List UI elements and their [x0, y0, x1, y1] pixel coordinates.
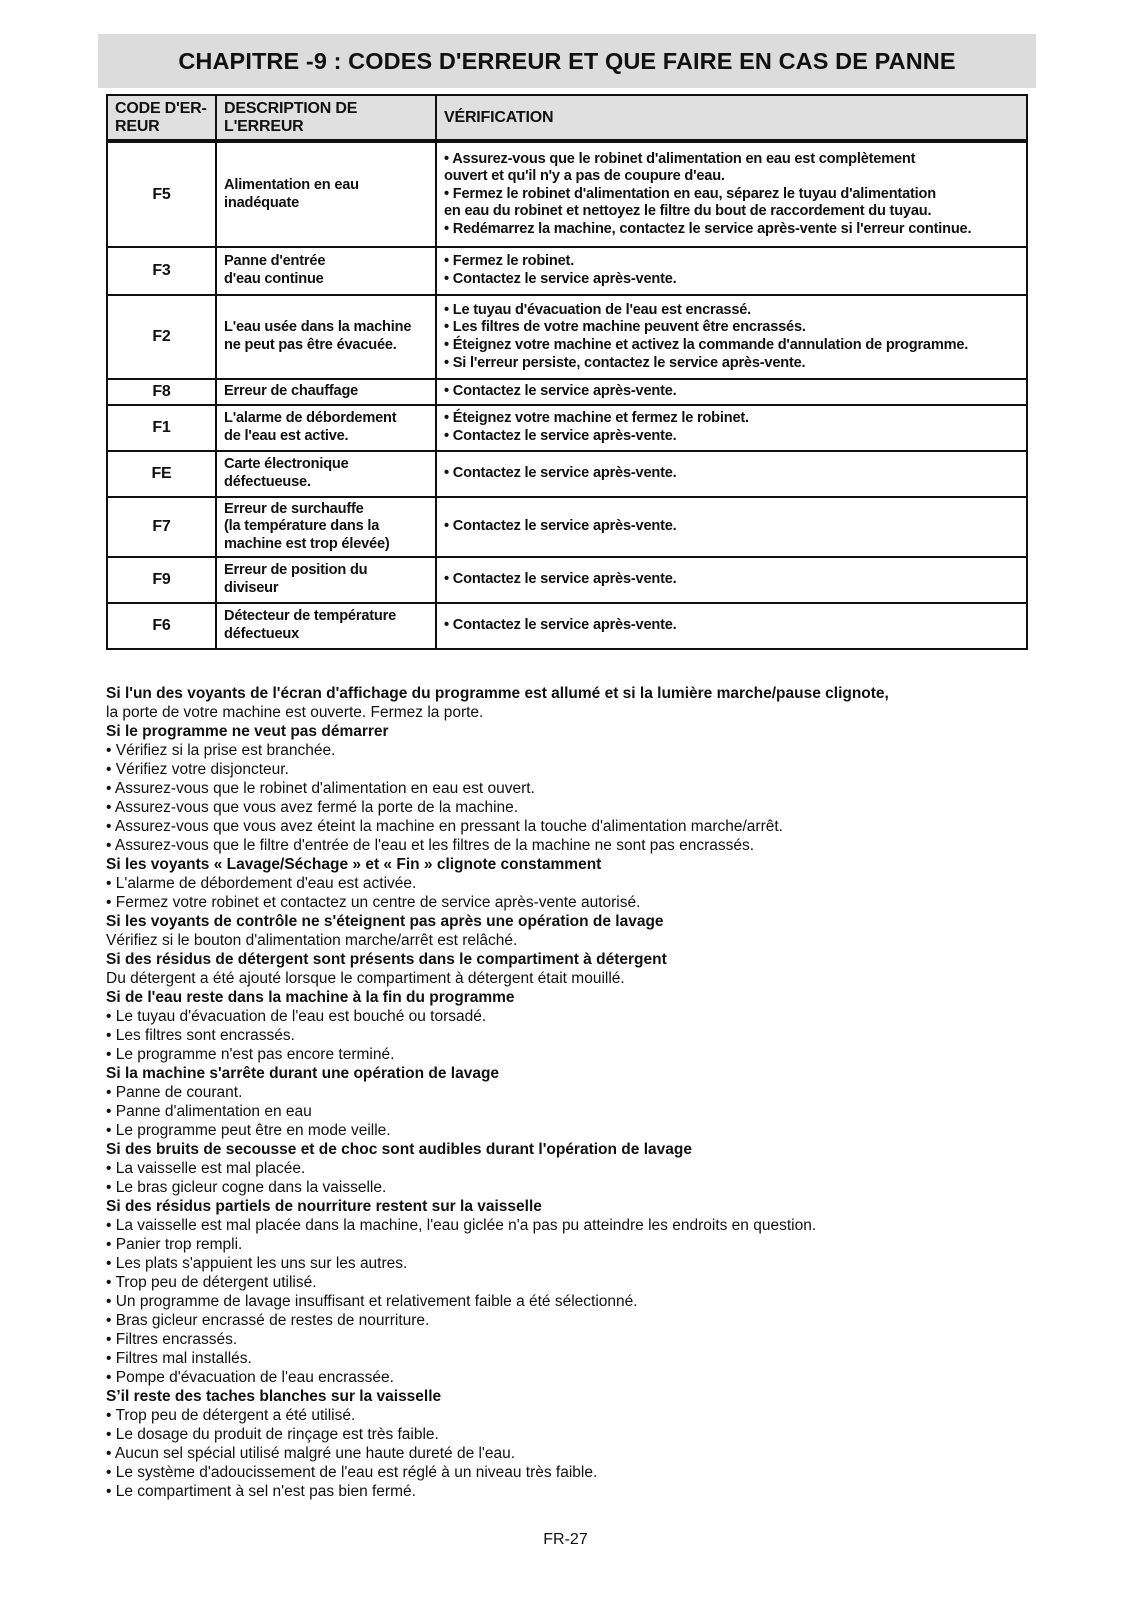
section-heading: Si des résidus partiels de nourriture restent sur la vaisselle	[106, 1198, 542, 1215]
error-description	[216, 379, 436, 405]
error-description	[216, 295, 436, 379]
description-line: (la température dans la	[224, 518, 380, 535]
verification-line: • Redémarrez la machine, contactez le service après-vente si l'erreur continue.	[444, 220, 972, 237]
verification-line: • Éteignez votre machine et activez la commande d'annulation de programme.	[444, 337, 969, 353]
description-line: Erreur de chauffage	[224, 383, 359, 400]
error-code: F7	[107, 497, 216, 557]
section-line: • Fermez votre robinet et contactez un centre de service après-vente autorisé.	[106, 894, 641, 911]
error-code: F5	[107, 141, 216, 247]
section-line: • Le programme n'est pas encore terminé.	[106, 1046, 395, 1063]
verification-line: ouvert et qu'il n'y a pas de coupure d'eau.	[444, 168, 725, 185]
section-line: • La vaisselle est mal placée.	[106, 1160, 306, 1177]
table-row	[107, 451, 1027, 497]
section-line: • Assurez-vous que le robinet d'alimentation en eau est ouvert.	[106, 780, 535, 797]
section-heading: Si de l'eau reste dans la machine à la fin du programme	[106, 989, 515, 1006]
description-line: machine est trop élevée)	[224, 535, 390, 552]
section-line: la porte de votre machine est ouverte. Fermez la porte.	[106, 704, 484, 721]
error-verification	[436, 603, 1027, 649]
section-line: • Panne de courant.	[106, 1084, 243, 1101]
section-line: • Un programme de lavage insuffisant et relativement faible a été sélectionné.	[106, 1293, 638, 1310]
error-verification	[436, 141, 1027, 247]
section-line: • La vaisselle est mal placée dans la machine, l'eau giclée n'a pas pu atteindre les endroits en question.	[106, 1217, 817, 1234]
verification-line: • Fermez le robinet d'alimentation en eau, séparez le tuyau d'alimentation	[444, 185, 936, 202]
chapter-title: CHAPITRE -9 : CODES D'ERREUR ET QUE FAIRE EN CAS DE PANNE	[178, 47, 956, 74]
error-verification	[436, 497, 1027, 557]
section-line: Du détergent a été ajouté lorsque le compartiment à détergent était mouillé.	[106, 970, 625, 987]
verification-line: en eau du robinet et nettoyez le filtre du bout de raccordement du tuyau.	[444, 203, 932, 220]
verification-line: • Contactez le service après-vente.	[444, 518, 677, 535]
verification-line: • Le tuyau d'évacuation de l'eau est encrassé.	[444, 301, 752, 318]
section-line: • Les plats s'appuient les uns sur les autres.	[106, 1255, 408, 1272]
error-description	[216, 603, 436, 649]
section-line: • Vérifiez votre disjoncteur.	[106, 761, 289, 778]
section-line: • Bras gicleur encrassé de restes de nourriture.	[106, 1312, 430, 1329]
error-code: F8	[107, 379, 216, 405]
section-heading: S’il reste des taches blanches sur la vaisselle	[106, 1388, 442, 1405]
section-line: • Assurez-vous que vous avez éteint la machine en pressant la touche d'alimentation marche/arrêt.	[106, 818, 783, 835]
description-line: L'eau usée dans la machine	[224, 319, 412, 336]
description-line: Carte électronique	[224, 456, 349, 473]
error-code: FE	[107, 451, 216, 497]
error-description	[216, 497, 436, 557]
verification-line: • Éteignez votre machine et fermez le robinet.	[444, 410, 749, 427]
verification-line: • Contactez le service après-vente.	[444, 571, 677, 588]
error-description	[216, 557, 436, 603]
error-verification	[436, 295, 1027, 379]
error-code: F1	[107, 405, 216, 451]
description-line: L'alarme de débordement	[224, 410, 397, 427]
description-line: de l'eau est active.	[224, 428, 349, 444]
header-description: DESCRIPTION DE L'ERREUR	[216, 95, 436, 141]
section-line: • Assurez-vous que le filtre d'entrée de l'eau et les filtres de la machine ne sont pas encrassés.	[106, 837, 755, 854]
section-heading: Si les voyants « Lavage/Séchage » et « Fin » clignote constamment	[106, 856, 602, 873]
section-line: • Trop peu de détergent utilisé.	[106, 1274, 317, 1291]
section-heading: Si le programme ne veut pas démarrer	[106, 723, 389, 740]
section-line: • Filtres mal installés.	[106, 1350, 252, 1367]
error-verification	[436, 379, 1027, 405]
troubleshooting-text	[106, 684, 1036, 1501]
section-line: • Panne d'alimentation en eau	[106, 1103, 312, 1120]
error-verification	[436, 247, 1027, 295]
section-heading: Si la machine s'arrête durant une opération de lavage	[106, 1065, 500, 1082]
section-line: • Trop peu de détergent a été utilisé.	[106, 1407, 356, 1424]
description-line: ne peut pas être évacuée.	[224, 337, 397, 353]
verification-line: • Contactez le service après-vente.	[444, 465, 677, 482]
section-line: • Le compartiment à sel n'est pas bien fermé.	[106, 1483, 416, 1500]
verification-line: • Assurez-vous que le robinet d'alimentation en eau est complètement	[444, 150, 916, 167]
description-line: diviseur	[224, 580, 279, 596]
section-line: • Aucun sel spécial utilisé malgré une haute dureté de l'eau.	[106, 1445, 516, 1462]
error-codes-table	[106, 94, 1028, 650]
header-verification: VÉRIFICATION	[436, 95, 1027, 141]
table-row	[107, 603, 1027, 649]
error-code: F2	[107, 295, 216, 379]
section-line: • Le tuyau d'évacuation de l'eau est bouché ou torsadé.	[106, 1008, 487, 1025]
section-heading: Si des bruits de secousse et de choc sont audibles durant l'opération de lavage	[106, 1141, 692, 1158]
error-description	[216, 141, 436, 247]
description-line: Panne d'entrée	[224, 253, 326, 270]
section-line: • Pompe d'évacuation de l'eau encrassée.	[106, 1369, 394, 1386]
section-line: • Vérifiez si la prise est branchée.	[106, 742, 336, 759]
section-line: • L'alarme de débordement d'eau est activée.	[106, 875, 417, 892]
table-row	[107, 247, 1027, 295]
description-line: Erreur de position du	[224, 562, 368, 579]
error-description	[216, 405, 436, 451]
section-heading: Si l'un des voyants de l'écran d'affichage du programme est allumé et si la lumière marche/pause clignote,	[106, 685, 889, 702]
section-line: • Le système d'adoucissement de l'eau est réglé à un niveau très faible.	[106, 1464, 598, 1481]
table-header-row	[107, 95, 1027, 141]
error-verification	[436, 557, 1027, 603]
verification-line: • Les filtres de votre machine peuvent être encrassés.	[444, 319, 806, 336]
description-line: inadéquate	[224, 194, 300, 211]
section-line: • Le dosage du produit de rinçage est très faible.	[106, 1426, 439, 1443]
verification-line: • Contactez le service après-vente.	[444, 271, 677, 287]
chapter-title-band	[98, 34, 1036, 88]
error-verification	[436, 405, 1027, 451]
section-line: Vérifiez si le bouton d'alimentation marche/arrêt est relâché.	[106, 932, 518, 949]
description-line: Erreur de surchauffe	[224, 500, 364, 517]
description-line: d'eau continue	[224, 271, 324, 287]
table-row	[107, 405, 1027, 451]
verification-line: • Contactez le service après-vente.	[444, 617, 677, 634]
section-line: • Assurez-vous que vous avez fermé la porte de la machine.	[106, 799, 519, 816]
error-description	[216, 247, 436, 295]
error-code: F6	[107, 603, 216, 649]
section-heading: Si des résidus de détergent sont présents dans le compartiment à détergent	[106, 951, 667, 968]
header-code: CODE D'ER- REUR	[107, 95, 216, 141]
verification-line: • Contactez le service après-vente.	[444, 383, 677, 400]
table-row	[107, 497, 1027, 557]
table-row	[107, 379, 1027, 405]
section-line: • Panier trop rempli.	[106, 1236, 243, 1253]
error-code: F3	[107, 247, 216, 295]
error-description	[216, 451, 436, 497]
description-line: Alimentation en eau	[224, 176, 359, 193]
section-line: • Filtres encrassés.	[106, 1331, 238, 1348]
description-line: défectueux	[224, 626, 300, 642]
description-line: Détecteur de température	[224, 608, 397, 625]
section-line: • Le bras gicleur cogne dans la vaisselle.	[106, 1179, 387, 1196]
table-row	[107, 557, 1027, 603]
table-row	[107, 295, 1027, 379]
table-row	[107, 141, 1027, 247]
section-line: • Le programme peut être en mode veille.	[106, 1122, 391, 1139]
section-line: • Les filtres sont encrassés.	[106, 1027, 295, 1044]
error-verification	[436, 451, 1027, 497]
verification-line: • Fermez le robinet.	[444, 253, 575, 270]
section-heading: Si les voyants de contrôle ne s'éteignent pas après une opération de lavage	[106, 913, 664, 930]
description-line: défectueuse.	[224, 474, 311, 490]
verification-line: • Contactez le service après-vente.	[444, 428, 677, 444]
page-number: FR-27	[543, 1531, 588, 1548]
verification-line: • Si l'erreur persiste, contactez le service après-vente.	[444, 354, 806, 371]
error-code: F9	[107, 557, 216, 603]
